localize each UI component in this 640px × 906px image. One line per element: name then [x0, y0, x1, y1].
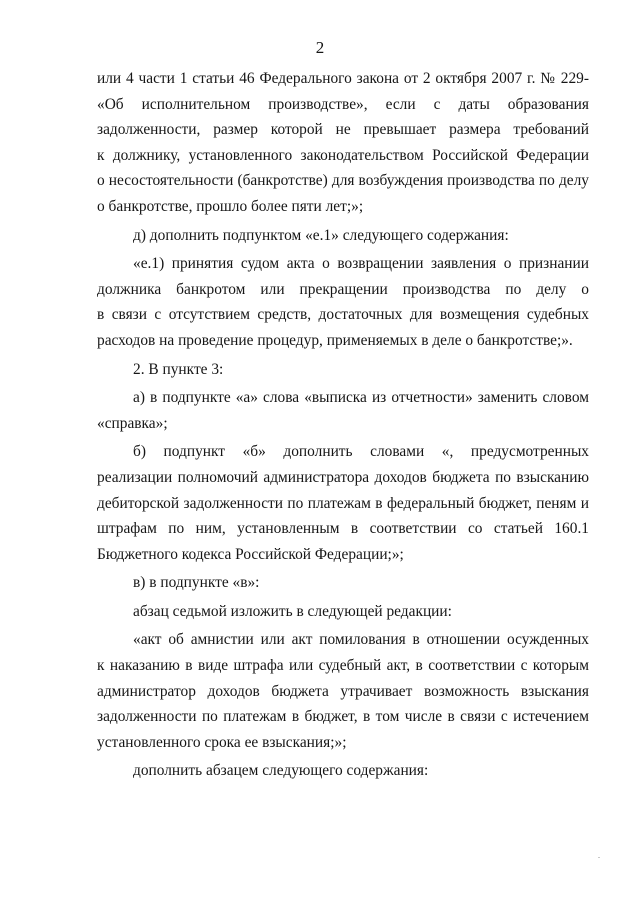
text-line: дебиторской задолженности по платежам в федеральный бюджет, пеням и [97, 494, 589, 512]
text-line: в связи с отсутствием средств, достаточных для возмещения судебных [97, 306, 589, 324]
text-line: о банкротстве, прошло более пяти лет;»; [97, 197, 364, 215]
text-line: д) дополнить подпунктом «е.1» следующего содержания: [133, 226, 509, 244]
text-line: Бюджетного кодекса Российской Федерации;»; [97, 545, 404, 563]
text-line: в) в подпункте «в»: [133, 574, 260, 592]
text-line: к наказанию в виде штрафа или судебный акт, в соответствии с которым [97, 657, 589, 675]
text-line: а) в подпункте «а» слова «выписка из отчетности» заменить словом [133, 389, 589, 407]
scan-speck [598, 857, 600, 858]
page-number: 2 [315, 38, 325, 57]
text-line: штрафам по ним, установленным в соответствии со статьей 160.1 [97, 520, 589, 538]
text-line: задолженности по платежам в бюджет, в том числе в связи с истечением [97, 708, 589, 726]
text-line: должника банкротом или прекращении производства по делу о [97, 280, 589, 298]
text-line: установленного срока ее взыскания;»; [97, 733, 347, 751]
text-line: «акт об амнистии или акт помилования в отношении осужденных [133, 631, 589, 649]
text-line: дополнить абзацем следующего содержания: [133, 762, 429, 780]
text-line: «Об исполнительном производстве», если с даты образования [97, 95, 589, 113]
text-line: расходов на проведение процедур, применяемых в деле о банкротстве;». [97, 331, 573, 349]
text-line: абзац седьмой изложить в следующей редакции: [133, 602, 452, 620]
document-body [97, 66, 589, 784]
text-line: к должнику, установленного законодательством Российской Федерации [97, 146, 589, 164]
text-line: реализации полномочий администратора доходов бюджета по взысканию [97, 468, 589, 486]
text-line: или 4 части 1 статьи 46 Федерального закона от 2 октября 2007 г. № 229- [97, 70, 589, 87]
text-line: «справка»; [97, 414, 168, 432]
text-line: администратор доходов бюджета утрачивает возможность взыскания [97, 682, 589, 700]
text-line: задолженности, размер которой не превышает размера требований [97, 121, 589, 139]
text-line: «е.1) принятия судом акта о возвращении заявления о признании [133, 255, 589, 273]
text-line: б) подпункт «б» дополнить словами «, предусмотренных [133, 443, 589, 461]
text-line: 2. В пункте 3: [133, 360, 224, 378]
text-line: о несостоятельности (банкротстве) для возбуждения производства по делу [97, 172, 589, 190]
